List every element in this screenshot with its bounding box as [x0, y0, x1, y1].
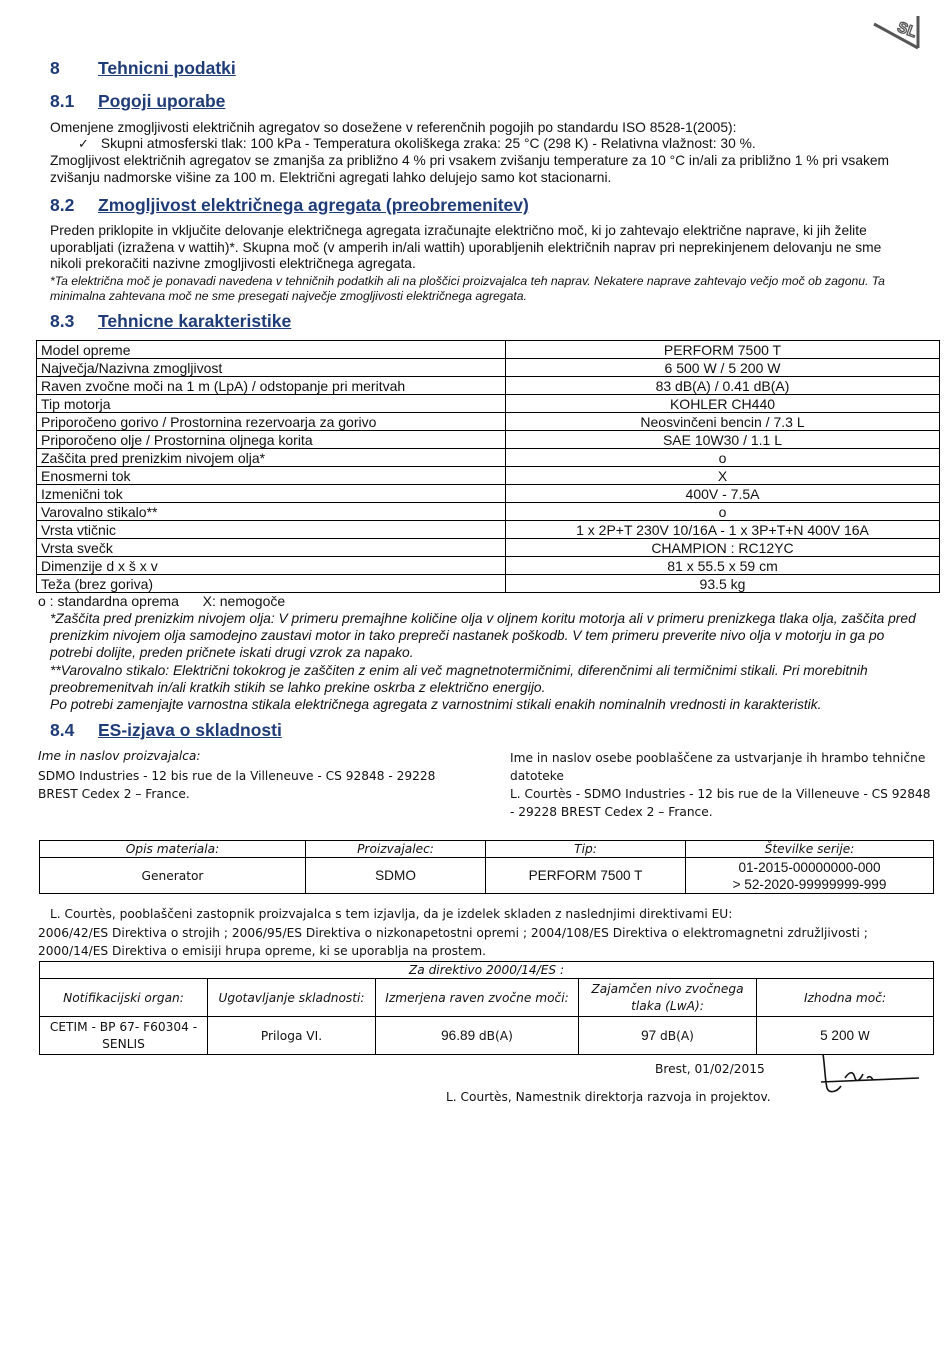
notified-body: CETIM - BP 67- F60304 - SENLIS: [40, 1017, 208, 1055]
breaker-replace-note: Po potrebi zamenjajte varnostna stikala električnega agregata z varnostnimi stikali enakih nominalnih vrednosti in karakteristik.: [50, 697, 822, 712]
mat-header-type: Tip:: [486, 841, 686, 858]
mat-description: Generator: [40, 858, 306, 894]
spec-value: 93.5 kg: [506, 575, 940, 593]
spec-label: Vrsta vtičnic: [37, 521, 506, 539]
spec-label: Teža (brez goriva): [37, 575, 506, 593]
spec-value: o: [506, 449, 940, 467]
mat-header-serial: Številke serije:: [686, 841, 934, 858]
spec-row: [37, 503, 940, 521]
place-date: Brest, 01/02/2015: [655, 1062, 765, 1076]
spec-value: 400V - 7.5A: [506, 485, 940, 503]
spec-label: Priporočeno olje / Prostornina oljnega korita: [37, 431, 506, 449]
check-text: Skupni atmosferski tlak: 100 kPa - Temperatura okoliškega zraka: 25 °C (298 K) - Relativna vlažnost: 30 %.: [100, 136, 756, 151]
spec-row: [37, 413, 940, 431]
spec-value: 6 500 W / 5 200 W: [506, 359, 940, 377]
spec-row: [37, 341, 940, 359]
spec-row: [37, 557, 940, 575]
measured-value: 96.89: [441, 1028, 476, 1043]
section-number: 8.4: [50, 720, 75, 740]
spec-row: [37, 449, 940, 467]
material-table: [39, 840, 934, 894]
overload-paragraph: Preden priklopite in vključite delovanje električnega agregata izračunajte električno moč, ki jo zahtevajo električne naprave, ki jih želite uporabljati (izražena v wattih)*. Skupna moč (v amperih in/ali wattih) uporabljenih električnih naprav pri neprekinjenem delovanju ne sme nikoli prekoračiti nazivne zmogljivosti električnega agregata.: [50, 223, 882, 271]
breaker-note: **Varovalno stikalo: Električni tokokrog je zaščiten z enim ali več magnetnotermičnimi, diferenčnimi ali termičnimi stikali. Pri morebitnih preobremenitvah in/ali kratkih stikih se lahko prekine oskrba z električno energijo.: [50, 663, 868, 695]
mat-serial: [686, 858, 934, 894]
power-value: 5 200: [820, 1028, 855, 1043]
spec-row: [37, 467, 940, 485]
spec-row: [37, 377, 940, 395]
manufacturer-address: SDMO Industries - 12 bis rue de la Villeneuve - CS 92848 - 29228 BREST Cedex 2 – France.: [38, 769, 436, 801]
spec-label: Zaščita pred prenizkim nivojem olja*: [37, 449, 506, 467]
spec-value: PERFORM 7500 T: [506, 341, 940, 359]
section-title: Tehnicne karakteristike: [98, 311, 292, 331]
conformity-annex: Priloga VI.: [208, 1017, 376, 1055]
spec-row: [37, 431, 940, 449]
spec-value: X: [506, 467, 940, 485]
spec-table: [36, 340, 940, 593]
spec-value: o: [506, 503, 940, 521]
svg-text:SL: SL: [895, 18, 919, 42]
conditions-intro: Omenjene zmogljivosti električnih agregatov so dosežene v referenčnih pogojih po standardu ISO 8528-1(2005):: [50, 120, 737, 135]
checkmark-icon: ✓: [78, 137, 89, 152]
section-title: ES-izjava o skladnosti: [98, 720, 282, 740]
spec-row: [37, 539, 940, 557]
section-81-heading: [50, 91, 225, 112]
serial-to: > 52-2020-99999999-999: [732, 876, 887, 892]
section-82-heading: [50, 195, 529, 216]
spec-value: KOHLER CH440: [506, 395, 940, 413]
legend-standard: o : standardna oprema: [38, 593, 179, 609]
guaranteed-value: 97: [641, 1028, 657, 1043]
directive-title: Za direktivo 2000/14/ES :: [40, 962, 934, 979]
spec-label: Največja/Nazivna zmogljivost: [37, 359, 506, 377]
spec-label: Model opreme: [37, 341, 506, 359]
tech-file-address: L. Courtès - SDMO Industries - 12 bis rue de la Villeneuve - CS 92848 - 29228 BREST Cedex 2 – France.: [510, 787, 931, 819]
section-title: Pogoji uporabe: [98, 91, 226, 111]
tech-file-label: Ime in naslov osebe pooblaščene za ustvarjanje ih hrambo tehnične datoteke: [510, 751, 926, 783]
conditions-check-item: [78, 136, 938, 154]
spec-label: Vrsta svečk: [37, 539, 506, 557]
spec-label: Izmenični tok: [37, 485, 506, 503]
section-number: 8.2: [50, 195, 75, 215]
mat-type: PERFORM 7500 T: [486, 858, 686, 894]
spec-row: [37, 521, 940, 539]
spec-row: [37, 395, 940, 413]
declaration-line-1: L. Courtès, pooblaščeni zastopnik proizvajalca s tem izjavlja, da je izdelek skladen z naslednjimi direktivami EU:: [50, 907, 733, 921]
spec-row: [37, 485, 940, 503]
serial-from: 01-2015-00000000-000: [738, 859, 881, 875]
spec-value: SAE 10W30 / 1.1 L: [506, 431, 940, 449]
section-title: Zmogljivost električnega agregata (preobremenitev): [98, 195, 529, 215]
dir-header-notified-body: Notifikacijski organ:: [40, 979, 208, 1017]
declaration-line-2: 2006/42/ES Direktiva o strojih ; 2006/95/ES Direktiva o nizkonapetostni opremi ; 2004/108/ES Direktiva o elektromagnetni združljivosti ;: [38, 925, 868, 940]
section-83-heading: [50, 311, 291, 332]
power-unit: W: [857, 1029, 870, 1043]
signer: L. Courtès, Namestnik direktorja razvoja in projektov.: [446, 1090, 771, 1104]
dir-header-conformity: Ugotavljanje skladnosti:: [208, 979, 376, 1017]
spec-label: Enosmerni tok: [37, 467, 506, 485]
spec-value: 1 x 2P+T 230V 10/16A - 1 x 3P+T+N 400V 16A: [506, 521, 940, 539]
mat-manufacturer: SDMO: [306, 858, 486, 894]
spec-label: Tip motorja: [37, 395, 506, 413]
spec-label: Priporočeno gorivo / Prostornina rezervoarja za gorivo: [37, 413, 506, 431]
spec-label: Varovalno stikalo**: [37, 503, 506, 521]
mat-header-manufacturer: Proizvajalec:: [306, 841, 486, 858]
oil-protection-note: *Zaščita pred prenizkim nivojem olja: V primeru premajhne količine olja v oljnem koritu motorja ali v primeru prenizkega tlaka olja, zaščita pred prenizkim nivojem olja samodejno zaustavi motor in tako prepreči nastanek poškodb. V tem primeru preverite nivo olja v motorju in ga po potrebi dolijte, preden pričnete iskati drugi vzrok za napako.: [50, 611, 916, 660]
spec-value: 83 dB(A) / 0.41 dB(A): [506, 377, 940, 395]
spec-legend: [38, 593, 285, 609]
derating-paragraph: Zmogljivost električnih agregatov se zmanjša za približno 4 % pri vsakem zvišanju temperature za 10 °C in/ali za približno 1 % pri vsakem zvišanju nadmorske višine za 100 m. Električni agregati lahko delujejo samo kot stacionarni.: [50, 153, 890, 185]
spec-row: [37, 575, 940, 593]
guaranteed-unit: dB(A): [659, 1029, 694, 1043]
section-number: 8: [50, 58, 60, 78]
section-number: 8.1: [50, 91, 75, 111]
spec-value: 81 x 55.5 x 59 cm: [506, 557, 940, 575]
declaration-text: [38, 905, 940, 961]
dir-header-guaranteed: Zajamčen nivo zvočnega tlaka (LwA):: [579, 979, 757, 1017]
company-logo: [872, 8, 924, 52]
dir-header-measured: Izmerjena raven zvočne moči:: [376, 979, 579, 1017]
section-title: Tehnicni podatki: [98, 58, 236, 78]
legend-impossible: X: nemogoče: [202, 593, 286, 609]
measured-level: [376, 1017, 579, 1055]
spec-value: Neosvinčeni bencin / 7.3 L: [506, 413, 940, 431]
spec-label: Raven zvočne moči na 1 m (LpA) / odstopanje pri meritvah: [37, 377, 506, 395]
manufacturer-label: Ime in naslov proizvajalca:: [38, 749, 201, 763]
section-number: 8.3: [50, 311, 75, 331]
dir-header-power: Izhodna moč:: [757, 979, 934, 1017]
guaranteed-level: [579, 1017, 757, 1055]
directive-table: [39, 961, 934, 1055]
spec-label: Dimenzije d x š x v: [37, 557, 506, 575]
signature: [815, 1048, 925, 1098]
measured-unit: dB(A): [478, 1029, 513, 1043]
section-84-heading: [50, 720, 282, 741]
declaration-line-3: 2000/14/ES Direktiva o emisiji hrupa opreme, ki se uporablja na prostem.: [38, 944, 487, 958]
mat-header-description: Opis materiala:: [40, 841, 306, 858]
spec-row: [37, 359, 940, 377]
overload-note: *Ta električna moč je ponavadi navedena v tehničnih podatkih ali na ploščici proizvajalca teh naprav. Nekatere naprave zahtevajo večjo moč ob zagonu. Ta minimalna zahtevana moč ne sme presegati največje zmogljivosti električnega agregata.: [50, 274, 885, 303]
section-8-heading: [50, 58, 236, 79]
spec-value: CHAMPION : RC12YC: [506, 539, 940, 557]
